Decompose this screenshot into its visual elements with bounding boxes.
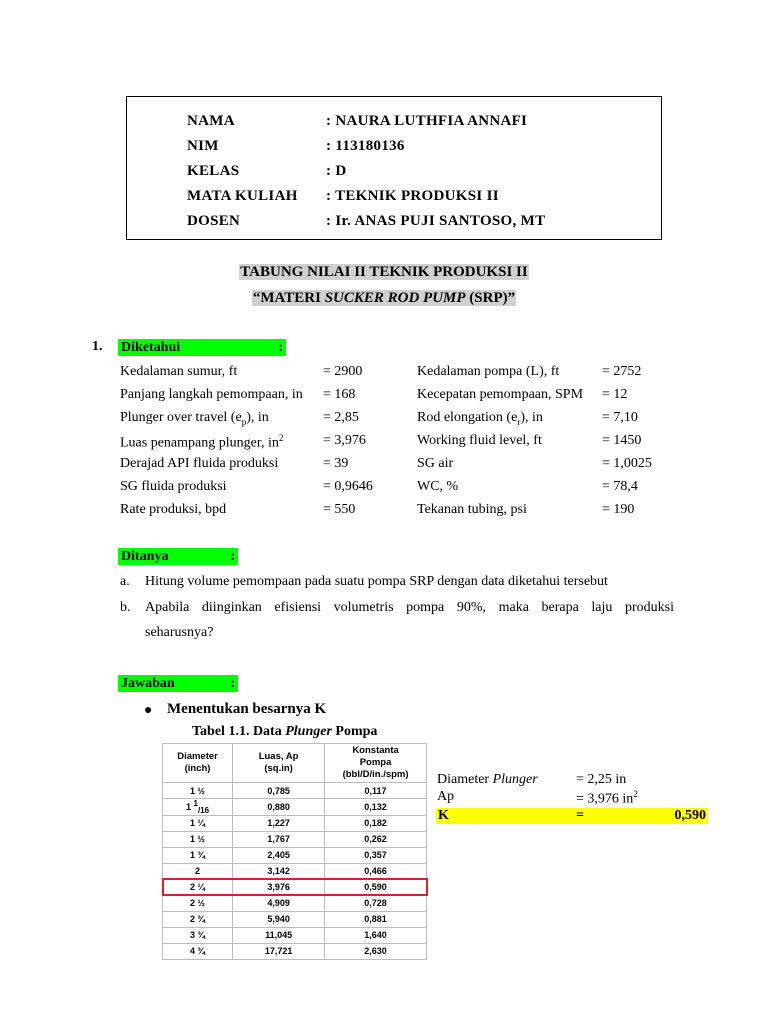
known-left-label-0: Kedalaman sumur, ft (120, 364, 238, 379)
document-title (0, 264, 768, 281)
known-left-label-5: SG fluida produksi (120, 479, 227, 494)
diketahui-label: Diketahui : (118, 339, 286, 356)
known-right-label-6: Tekanan tubing, psi (417, 502, 527, 517)
table-row: 4 ¾ 17,721 2,630 (163, 943, 427, 959)
result-ap-value: = 3,976 $in^2$ (576, 789, 638, 807)
table-row: 1 ¾ 2,405 0,357 (163, 847, 427, 863)
table-row-highlighted: 2 ¼ 3,976 0,590 (163, 879, 427, 895)
known-left-value-3: = 3,976 (323, 433, 366, 448)
table-header-konstanta: Konstanta Pompa (bbl/D/in./spm) (325, 744, 427, 783)
known-right-value-3: = 1450 (602, 433, 642, 448)
identity-key: NIM (187, 138, 219, 154)
known-left-value-2: = 2,85 (323, 410, 359, 425)
identity-key: KELAS (187, 163, 240, 179)
identity-value: : TEKNIK PRODUKSI II (326, 188, 499, 204)
table-row: 2 ¾ 5,940 0,881 (163, 911, 427, 927)
known-right-label-0: Kedalaman pompa (L), ft (417, 364, 560, 379)
plunger-table-wrapper (162, 743, 427, 960)
question-b-text-line1: Apabila diinginkan efisiensi volumetris pompa 90%, maka berapa laju produksi (145, 600, 674, 615)
table-row: 2 ½ 4,909 0,728 (163, 895, 427, 911)
known-right-label-5: WC, % (417, 479, 459, 494)
result-diameter-label: Diameter Plunger (437, 772, 538, 787)
table-row: 2 3,142 0,466 (163, 863, 427, 879)
result-k-value: 0,590 (674, 808, 706, 823)
table-row: 3 ¾ 11,045 1,640 (163, 927, 427, 943)
result-ap-label: Ap (437, 789, 455, 804)
known-right-label-1: Kecepatan pemompaan, SPM (417, 387, 584, 402)
identity-key: DOSEN (187, 213, 241, 229)
known-left-label-4: Derajad API fluida produksi (120, 456, 279, 471)
known-left-label-1: Panjang langkah pemompaan, in (120, 387, 303, 402)
table-row: 1 $^1_{/16}$ 0,880 0,132 (163, 799, 427, 816)
identity-value: : NAURA LUTHFIA ANNAFI (326, 113, 528, 129)
result-k-row (436, 808, 708, 824)
section-number: 1. (92, 339, 103, 354)
known-left-value-0: = 2900 (323, 364, 363, 379)
table-header-row (163, 744, 427, 783)
known-right-value-0: = 2752 (602, 364, 642, 379)
table-row: 1 ¼ 1,227 0,182 (163, 815, 427, 831)
identity-box (126, 96, 662, 240)
known-left-value-6: = 550 (323, 502, 356, 517)
bullet-icon: ● (144, 703, 153, 718)
identity-key: MATA KULIAH (187, 188, 298, 204)
known-left-label-2: Plunger over travel $(e_p)$, in (120, 410, 269, 427)
table-caption: Tabel 1.1. Data Plunger Pompa (192, 724, 378, 739)
known-right-label-4: SG air (417, 456, 454, 471)
question-b-text-line2: seharusnya? (145, 625, 214, 640)
plunger-table (162, 743, 427, 960)
known-right-value-2: = 7,10 (602, 410, 638, 425)
table-header-diameter: Diameter (inch) (163, 744, 233, 783)
table-row: 1 ½ 1,767 0,262 (163, 831, 427, 847)
table-header-luas: Luas, Ap (sq.in) (233, 744, 325, 783)
known-right-label-2: Rod elongation $(e_r)$, in (417, 410, 543, 427)
known-left-label-6: Rate produksi, bpd (120, 502, 227, 517)
identity-value: : D (326, 163, 347, 179)
known-left-label-3: Luas penampang plunger, $in^2$ (120, 433, 284, 451)
ditanya-label: Ditanya : (118, 548, 238, 565)
question-a-text: Hitung volume pemompaan pada suatu pompa SRP dengan data diketahui tersebut (145, 574, 608, 589)
known-left-value-1: = 168 (323, 387, 356, 402)
identity-key: NAMA (187, 113, 235, 129)
document-subtitle (0, 290, 768, 307)
known-right-value-1: = 12 (602, 387, 628, 402)
result-diameter-value: = 2,25 in (576, 772, 627, 787)
result-k-label: K (438, 808, 449, 823)
identity-value: : Ir. ANAS PUJI SANTOSO, MT (326, 213, 546, 229)
question-b-marker: b. (120, 600, 131, 615)
table-row: 1 ½ 0,785 0,117 (163, 783, 427, 799)
step-title: Menentukan besarnya K (167, 701, 327, 717)
result-k-equals: = (576, 808, 584, 823)
known-left-value-5: = 0,9646 (323, 479, 373, 494)
known-right-value-4: = 1,0025 (602, 456, 652, 471)
known-right-value-6: = 190 (602, 502, 635, 517)
question-a-marker: a. (120, 574, 130, 589)
title-line-2: “MATERI SUCKER ROD PUMP (SRP)” (252, 290, 516, 306)
title-line-1: TABUNG NILAI II TEKNIK PRODUKSI II (240, 264, 528, 280)
known-right-label-3: Working fluid level, ft (417, 433, 542, 448)
identity-value: : 113180136 (326, 138, 405, 154)
known-left-value-4: = 39 (323, 456, 349, 471)
jawaban-label: Jawaban : (118, 675, 238, 692)
known-right-value-5: = 78,4 (602, 479, 638, 494)
